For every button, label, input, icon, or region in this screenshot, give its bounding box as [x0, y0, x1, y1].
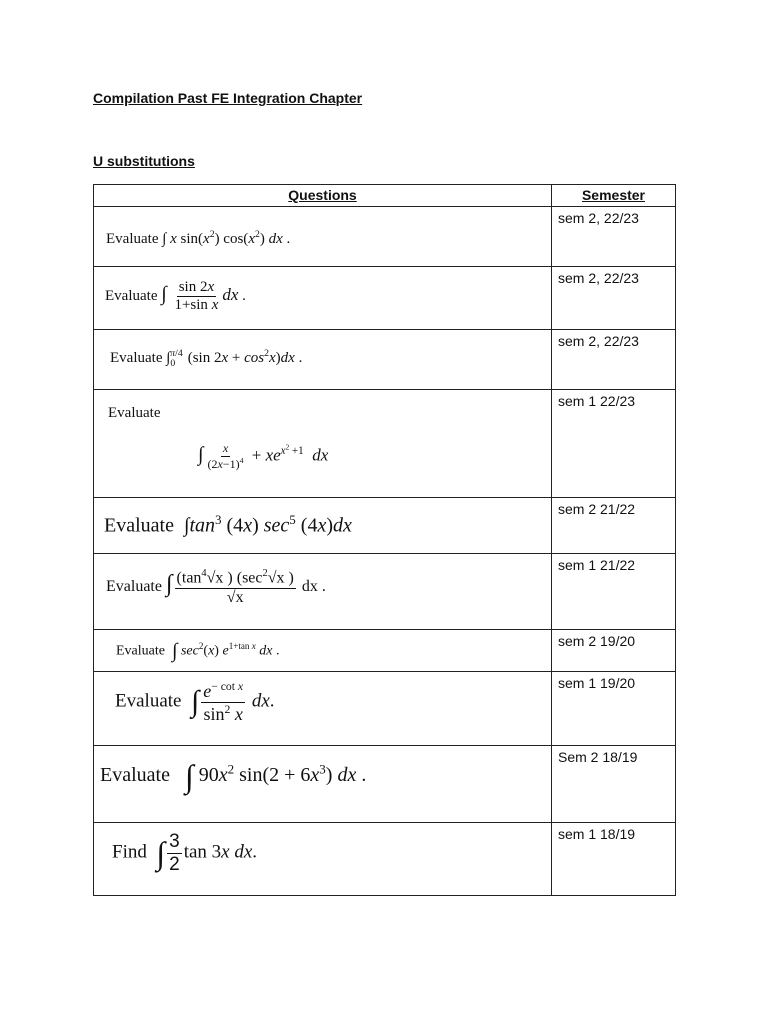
evaluate-word: Evaluate	[106, 578, 162, 596]
table-row	[94, 330, 676, 390]
question-5: Evaluate $\int\tan^3$ (4x) $\sec^5 (4x)dx$	[104, 512, 352, 537]
table-row	[94, 630, 676, 672]
questions-table	[93, 184, 676, 896]
questions-header	[94, 185, 552, 207]
table-row	[94, 746, 676, 823]
question-9: Evaluate ∫ $90x^2$ $\sin(2 + 6x^3)$ dx .	[100, 758, 367, 794]
question-7: Evaluate ∫ $\sec^2(x)$ $e^{1+tan x}$ dx .	[116, 640, 280, 662]
question-cell	[94, 207, 552, 267]
semester-value: sem 1 22/23	[558, 393, 636, 409]
evaluate-word: Evaluate	[110, 350, 163, 366]
semester-header-label: Semester	[581, 187, 646, 203]
evaluate-word: Evaluate	[100, 764, 170, 787]
question-cell	[94, 630, 552, 672]
document-title: Compilation Past FE Integration Chapter	[93, 90, 363, 106]
table-row	[94, 672, 676, 746]
question-cell	[94, 823, 552, 896]
question-cell	[94, 330, 552, 390]
semester-value: sem 2, 22/23	[558, 270, 639, 286]
question-4: ∫ $\frac{x}{(2x-1)^4}$ + $xe^{x^2 +1}$ dx	[198, 441, 329, 471]
question-1: Evaluate ∫ x $\sin(x^2)$ $\cos(x^2)$ dx .	[106, 229, 291, 247]
question-cell	[94, 746, 552, 823]
table-row	[94, 823, 676, 896]
semester-cell	[552, 554, 676, 630]
table-row	[94, 498, 676, 554]
table-row	[94, 267, 676, 330]
question-4-label: Evaluate	[108, 405, 161, 421]
evaluate-word: Evaluate	[104, 514, 174, 537]
find-word: Find	[112, 841, 147, 863]
question-10: Find ∫ $\frac{3}{2}$ tan 3x dx.	[112, 831, 258, 875]
question-cell	[94, 390, 552, 498]
semester-value: Sem 2 18/19	[558, 749, 638, 765]
semester-cell	[552, 267, 676, 330]
table-header-row	[94, 185, 676, 207]
semester-value: sem 2 19/20	[558, 633, 636, 649]
semester-cell	[552, 630, 676, 672]
question-cell	[94, 672, 552, 746]
table-row	[94, 207, 676, 267]
question-6: Evaluate ∫ $\frac{(\tan^4√x ) (\sec^2√x )}{√x}$ dx .	[106, 568, 326, 606]
semester-value: sem 1 21/22	[558, 557, 636, 573]
semester-value: sem 2, 22/23	[558, 210, 639, 226]
semester-value: sem 2, 22/23	[558, 333, 639, 349]
semester-cell	[552, 746, 676, 823]
question-cell	[94, 554, 552, 630]
semester-cell	[552, 390, 676, 498]
semester-value: sem 1 19/20	[558, 675, 636, 691]
question-cell	[94, 498, 552, 554]
semester-header	[552, 185, 676, 207]
semester-cell	[552, 207, 676, 267]
semester-cell	[552, 672, 676, 746]
table-row	[94, 554, 676, 630]
questions-header-label: Questions	[288, 187, 357, 203]
question-8: Evaluate ∫ $\frac{e^{- cot x}}{\sin^2 x}$ dx.	[115, 680, 275, 724]
semester-cell	[552, 330, 676, 390]
evaluate-word: Evaluate	[115, 690, 182, 712]
question-3: Evaluate $\int_0^{\pi/4}$ (sin $2x + \cos^2x)dx$ .	[110, 348, 303, 369]
semester-cell	[552, 823, 676, 896]
semester-value: sem 2 21/22	[558, 501, 636, 517]
evaluate-word: Evaluate	[105, 288, 158, 305]
question-2: Evaluate ∫ $\frac{\sin 2x}{\text{1+sin x}}$ dx .	[105, 279, 246, 314]
table-row	[94, 390, 676, 498]
semester-value: sem 1 18/19	[558, 826, 636, 842]
question-cell	[94, 267, 552, 330]
evaluate-word: Evaluate	[116, 643, 165, 659]
evaluate-word: Evaluate	[106, 231, 159, 247]
section-heading: U substitutions	[93, 153, 195, 169]
semester-cell	[552, 498, 676, 554]
